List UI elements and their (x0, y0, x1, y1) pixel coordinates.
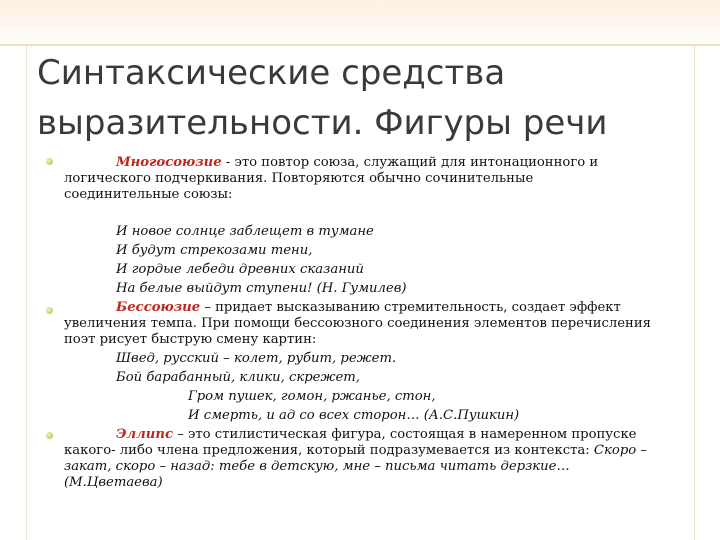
polysyndeton-line: соединительные союзы: (64, 187, 233, 202)
ellipsis-term: Эллипс (116, 427, 173, 442)
asyndeton-first-line (116, 300, 621, 316)
poem-line: Швед, русский – колет, рубит, режет. (116, 351, 397, 366)
poem-line: Гром пушек, гомон, ржанье, стон, (188, 389, 436, 404)
asyndeton-line: увеличения темпа. При помощи бессоюзного соединения элементов перечисления (64, 316, 651, 331)
poem-line: На белые выйдут ступени! (Н. Гумилев) (116, 281, 407, 296)
asyndeton-term: Бессоюзие (116, 300, 201, 315)
ellipsis-definition: – это стилистическая фигура, состоящая в намеренном пропуске (173, 427, 637, 442)
poem-line: И новое солнце заблещет в тумане (116, 224, 374, 239)
poem-line: И гордые лебеди древних сказаний (116, 262, 364, 277)
ellipsis-example: закат, скоро – назад: тебе в детскую, мне – письма читать дерзкие… (64, 459, 570, 474)
polysyndeton-first-line (116, 155, 598, 171)
poem-line: Бой барабанный, клики, скрежет, (116, 370, 360, 385)
ellipsis-line (64, 443, 647, 459)
slide-title-line-2: выразительности. Фигуры речи (37, 103, 608, 143)
asyndeton-definition: – придает высказыванию стремительность, создает эффект (200, 300, 621, 315)
polysyndeton-term: Многосоюзие (116, 155, 222, 170)
slide-title-line-1: Синтаксические средства (37, 53, 506, 93)
polysyndeton-definition: - это повтор союза, служащий для интонационного и (221, 155, 599, 170)
poem-line: И будут стрекозами тени, (116, 243, 313, 258)
ellipsis-line-text: какого- либо члена предложения, который подразумевается из контекста: (64, 443, 590, 458)
poem-line: И смерть, и ад со всех сторон… (А.С.Пушкин) (188, 408, 520, 423)
ellipsis-first-line (116, 427, 637, 443)
ellipsis-author: (М.Цветаева) (64, 475, 163, 490)
asyndeton-line: поэт рисует быструю смену картин: (64, 332, 317, 347)
polysyndeton-line: логического подчеркивания. Повторяются обычно сочинительные (64, 171, 534, 186)
ellipsis-example-start: Скоро – (589, 443, 647, 458)
